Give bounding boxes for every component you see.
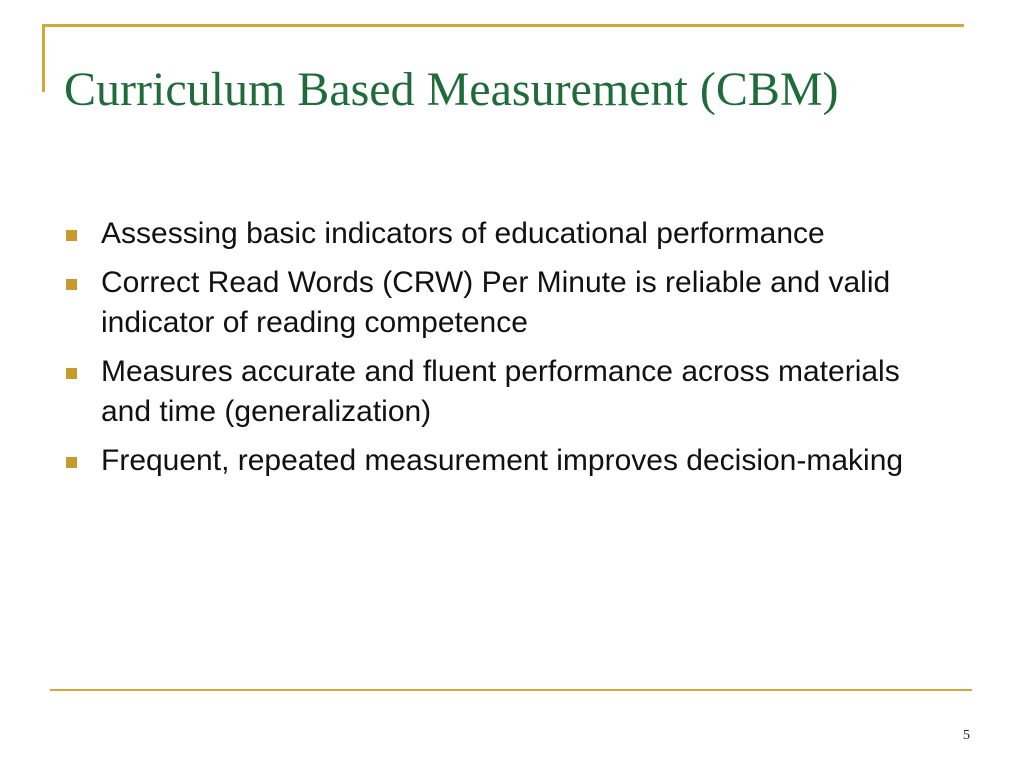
square-bullet-icon	[66, 279, 77, 290]
bullet-item	[64, 263, 944, 343]
bullet-item	[64, 441, 944, 481]
bullet-text: Assessing basic indicators of educational performance	[101, 217, 825, 250]
slide-title: Curriculum Based Measurement (CBM)	[64, 63, 839, 116]
bullet-item	[64, 214, 944, 254]
left-accent-rule	[42, 24, 45, 92]
top-accent-rule	[42, 24, 964, 27]
square-bullet-icon	[66, 457, 77, 468]
bullet-text: Correct Read Words (CRW) Per Minute is reliable and valid indicator of reading competence	[101, 266, 891, 339]
square-bullet-icon	[66, 230, 77, 241]
bullet-text: Frequent, repeated measurement improves decision-making	[101, 444, 904, 477]
bullet-item	[64, 352, 944, 432]
square-bullet-icon	[66, 368, 77, 379]
bullet-list	[64, 214, 944, 490]
page-number: 5	[963, 728, 970, 743]
bullet-text: Measures accurate and fluent performance across materials and time (generalization)	[101, 355, 900, 428]
footer-accent-rule	[50, 689, 972, 691]
